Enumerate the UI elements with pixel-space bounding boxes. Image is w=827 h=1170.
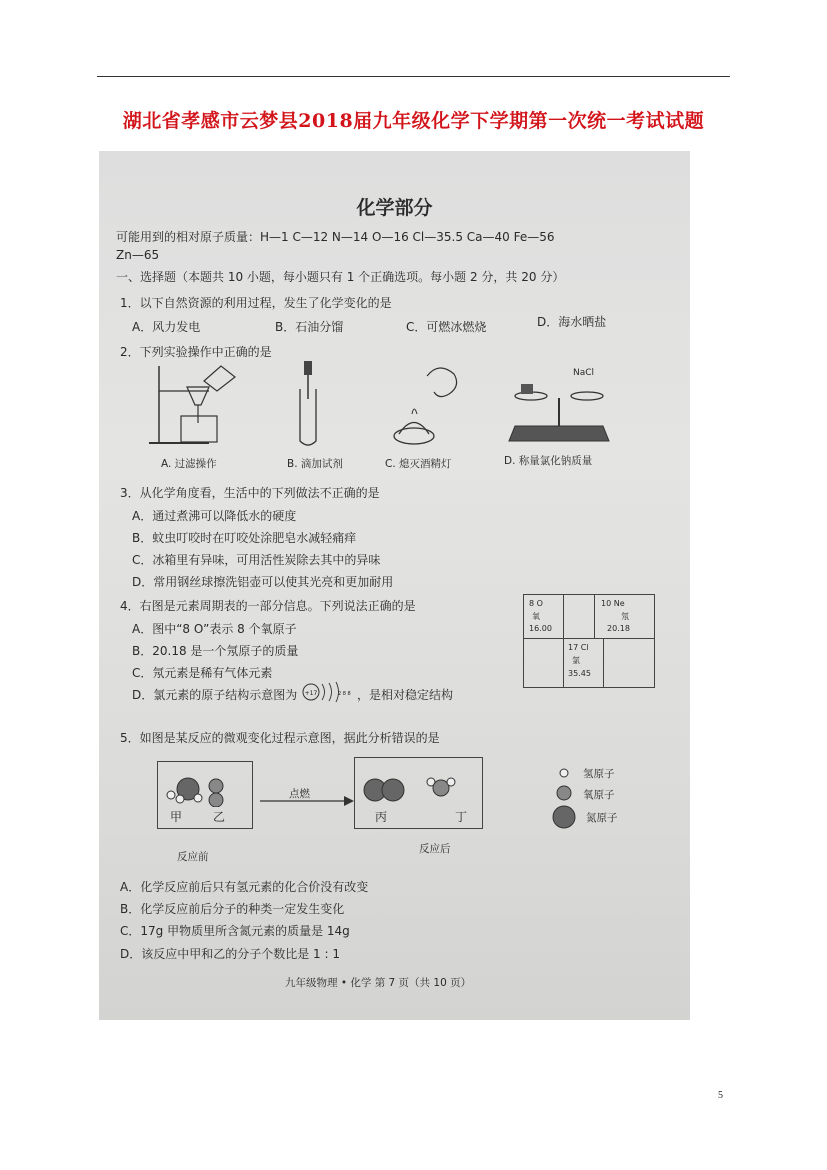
neon-number-symbol: 10 Ne [601, 599, 625, 608]
q2-caption-b: B. 滴加试剂 [287, 458, 343, 470]
q3-option-d: D．常用钢丝球擦洗铝壶可以使其光亮和更加耐用 [132, 575, 394, 589]
q1-option-a: A．风力发电 [132, 320, 201, 334]
neon-cell [595, 595, 654, 639]
q5-option-c: C．17g 甲物质里所含氮元素的质量是 14g [120, 924, 350, 938]
q3-option-b: B．蚊虫叮咬时在叮咬处涂肥皂水减轻痛痒 [132, 531, 357, 545]
neon-name: 氖 [621, 612, 629, 621]
arrow-label: 点燃 [289, 788, 310, 800]
legend-oxygen: 氧原子 [583, 789, 615, 801]
legend-hydrogen: 氢原子 [583, 768, 615, 780]
balance-scale-icon [499, 376, 619, 451]
chlorine-cell [564, 639, 604, 687]
empty-cell-bottom-left [524, 639, 564, 687]
atom-shells-label: 2 8 8 [338, 691, 351, 697]
before-reaction-box [157, 761, 253, 829]
oxygen-number-symbol: 8 O [529, 599, 543, 608]
q4-option-d-tail: ，是相对稳定结构 [357, 688, 454, 702]
q4-stem: 4．右图是元素周期表的一部分信息。下列说法正确的是 [120, 599, 416, 613]
header-rule [97, 76, 730, 77]
q5-option-d: D．该反应中甲和乙的分子个数比是 1 : 1 [120, 947, 340, 961]
oxygen-cell [524, 595, 564, 639]
q2-caption-c: C. 熄灭酒精灯 [385, 458, 452, 470]
document-title: 湖北省孝感市云梦县2018届九年级化学下学期第一次统一考试试题 [122, 110, 705, 132]
q1-option-c: C．可燃冰燃烧 [406, 320, 487, 334]
q5-stem: 5．如图是某反应的微观变化过程示意图，据此分析错误的是 [120, 731, 440, 745]
atomic-masses-line2: Zn—65 [116, 248, 160, 262]
chlorine-atom-diagram-icon [300, 681, 352, 703]
nitrogen-water-molecules-icon [355, 758, 482, 803]
page-number: 5 [718, 1090, 723, 1101]
label-ding: 丁 [455, 810, 468, 824]
q2-caption-d: D. 称量氯化钠质量 [504, 455, 593, 467]
sheet-footer: 九年级物理 • 化学 第 7 页（共 10 页） [285, 977, 472, 989]
section-heading: 一、选择题（本题共 10 小题，每小题只有 1 个正确选项。每小题 2 分，共 20 分） [116, 270, 565, 284]
alcohol-lamp-icon [379, 356, 474, 451]
atom-nucleus-label: +17 [304, 690, 318, 697]
q4-option-a: A．图中“8 O”表示 8 个氧原子 [132, 622, 297, 636]
label-bing: 丙 [375, 810, 388, 824]
q1-option-d: D．海水晒盐 [537, 315, 607, 329]
filtration-apparatus-icon [149, 361, 249, 451]
q2-stem: 2．下列实验操作中正确的是 [120, 345, 272, 359]
label-jia: 甲 [170, 810, 183, 824]
ammonia-oxygen-molecules-icon [158, 762, 252, 807]
neon-mass: 20.18 [607, 624, 630, 633]
sheet-title: 化学部分 [356, 197, 433, 219]
legend-atoms-icon [547, 766, 581, 830]
empty-cell-top [564, 595, 595, 639]
oxygen-mass: 16.00 [529, 624, 552, 633]
q3-stem: 3．从化学角度看，生活中的下列做法不正确的是 [120, 486, 380, 500]
exam-photo [99, 151, 690, 1020]
after-reaction-box [354, 757, 483, 829]
after-caption: 反应后 [419, 843, 451, 855]
dropper-tube-icon [294, 359, 324, 449]
chlorine-number-symbol: 17 Cl [568, 643, 589, 652]
q2-caption-a: A. 过滤操作 [161, 458, 217, 470]
atomic-masses-line1: 可能用到的相对原子质量：H—1 C—12 N—14 O—16 Cl—35.5 Ca—40 Fe—56 [116, 230, 555, 244]
before-caption: 反应前 [177, 851, 209, 863]
q4-option-b: B．20.18 是一个氖原子的质量 [132, 644, 299, 658]
q3-option-a: A．通过煮沸可以降低水的硬度 [132, 509, 297, 523]
chlorine-mass: 35.45 [568, 669, 591, 678]
nacl-label: NaCl [573, 368, 595, 378]
chlorine-name: 氯 [572, 656, 580, 665]
q5-option-a: A．化学反应前后只有氢元素的化合价没有改变 [120, 880, 369, 894]
q4-option-c: C．氖元素是稀有气体元素 [132, 666, 273, 680]
q5-option-b: B．化学反应前后分子的种类一定发生变化 [120, 902, 345, 916]
q3-option-c: C．冰箱里有异味，可用活性炭除去其中的异味 [132, 553, 381, 567]
q1-stem: 1．以下自然资源的利用过程，发生了化学变化的是 [120, 296, 392, 310]
q1-option-b: B．石油分馏 [275, 320, 344, 334]
q4-option-d: D．氯元素的原子结构示意图为 [132, 688, 298, 702]
legend-nitrogen: 氮原子 [586, 812, 618, 824]
periodic-table-fragment [523, 594, 655, 688]
oxygen-name: 氧 [532, 612, 540, 621]
label-yi: 乙 [213, 810, 226, 824]
